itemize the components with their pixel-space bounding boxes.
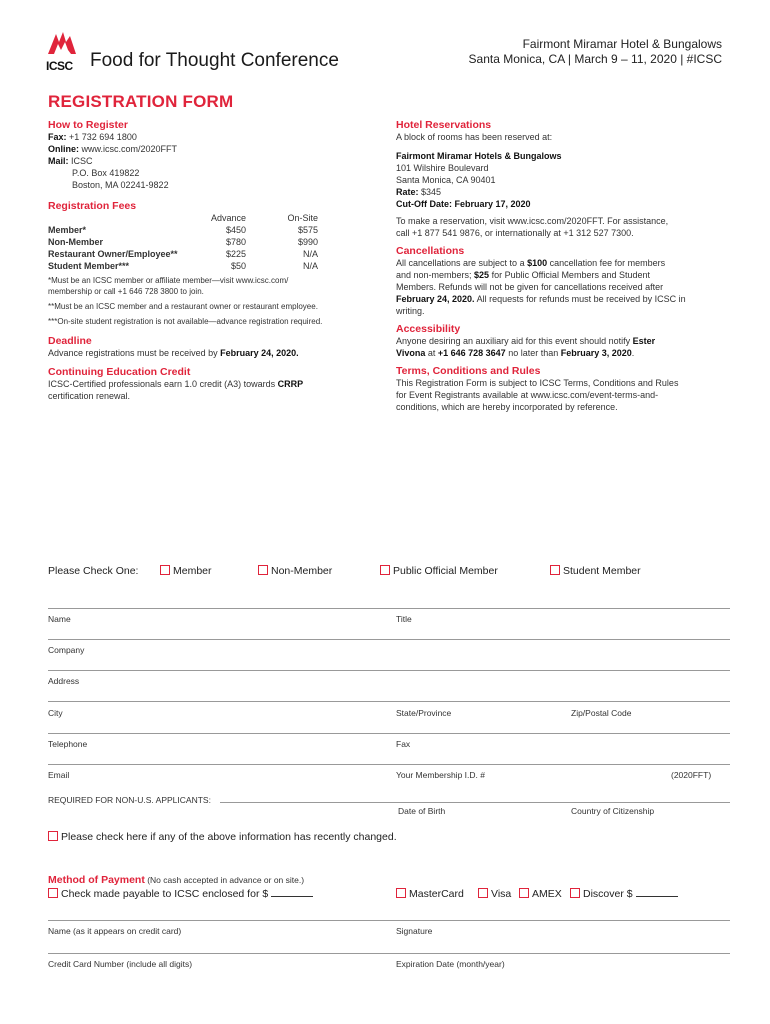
check-one-label: Please Check One: (48, 565, 139, 577)
amount-input[interactable] (271, 888, 313, 897)
card-visa[interactable]: Visa (478, 888, 511, 900)
citizenship-field[interactable]: Country of Citizenship (571, 806, 655, 816)
checkbox-student-member[interactable]: Student Member (550, 565, 641, 577)
left-column (48, 119, 378, 402)
divider (48, 701, 730, 702)
cc-name-field[interactable]: Name (as it appears on credit card) (48, 926, 182, 936)
title-field[interactable]: Title (396, 614, 412, 624)
checkbox-icon[interactable] (258, 565, 268, 575)
online-line: Online: www.icsc.com/2020FFT (48, 144, 178, 154)
table-row: Member* $450 $575 (48, 225, 318, 235)
email-field[interactable]: Email (48, 770, 70, 780)
divider (220, 802, 730, 803)
dob-field[interactable]: Date of Birth (398, 806, 446, 816)
fax-field[interactable]: Fax (396, 739, 411, 749)
divider (48, 608, 730, 609)
divider (48, 733, 730, 734)
accessibility-text: Anyone desiring an auxiliary aid for this event should notify Ester Vivona at +1 646 728 3647 no later than February 3, 2020. (396, 336, 656, 358)
hotel-cutoff: Cut-Off Date: February 17, 2020 (396, 199, 531, 209)
changed-checkbox[interactable]: Please check here if any of the above information has recently changed. (48, 831, 397, 843)
hotel-intro: A block of rooms has been reserved at: (396, 132, 553, 142)
table-row: Non-Member $780 $990 (48, 237, 318, 247)
venue-dates: Santa Monica, CA | March 9 – 11, 2020 | #ICSC (468, 52, 722, 66)
card-mastercard[interactable]: MasterCard (396, 888, 464, 900)
card-discover[interactable]: Discover $ (570, 888, 678, 900)
membership-id-field[interactable]: Your Membership I.D. # (396, 770, 485, 780)
divider (48, 639, 730, 640)
terms-heading: Terms, Conditions and Rules (396, 365, 541, 377)
checkbox-icon[interactable] (570, 888, 580, 898)
checkbox-public-official[interactable]: Public Official Member (380, 565, 498, 577)
cancellations-text: All cancellations are subject to a $100 cancellation fee for members and non-members; $25 for Public Official Members and Student Members. Refunds will not be given for cancellations received after February 24, 2020. All requests for refunds must be received by ICSC in writing. (396, 258, 686, 316)
state-field[interactable]: State/Province (396, 708, 452, 718)
cc-number-field[interactable]: Credit Card Number (include all digits) (48, 959, 193, 969)
icsc-logo (46, 30, 80, 73)
page-title: REGISTRATION FORM (48, 92, 234, 111)
ce-text: ICSC-Certified professionals earn 1.0 credit (A3) towards CRRP (48, 379, 304, 389)
col-advance: Advance (210, 213, 246, 223)
cancellations-heading: Cancellations (396, 245, 465, 257)
hotel-heading: Hotel Reservations (396, 119, 492, 131)
zip-field[interactable]: Zip/Postal Code (571, 708, 632, 718)
logo-text: ICSC (46, 59, 73, 73)
venue-name: Fairmont Miramar Hotel & Bungalows (522, 37, 722, 51)
fax-line: Fax: +1 732 694 1800 (48, 132, 137, 142)
col-onsite: On-Site (287, 213, 318, 223)
hotel-name: Fairmont Miramar Hotels & Bungalows (396, 151, 562, 161)
checkbox-icon[interactable] (519, 888, 529, 898)
checkbox-icon[interactable] (48, 888, 58, 898)
fee-note-2: **Must be an ICSC member and a restaurant owner or restaurant employee. (48, 302, 318, 311)
flame-icon (46, 30, 80, 56)
hotel-reserve-2: call +1 877 541 9876, or internationally at +1 312 527 7300. (396, 228, 634, 238)
fee-note-1: *Must be an ICSC member or affiliate member—visit www.icsc.com/ membership or call +1 646 728 3800 to join. (48, 276, 289, 296)
checkbox-icon[interactable] (478, 888, 488, 898)
divider (48, 953, 730, 954)
payment-heading: Method of Payment (No cash accepted in advance or on site.) (48, 874, 305, 886)
how-to-register-heading: How to Register (48, 119, 128, 131)
divider (48, 764, 730, 765)
checkbox-non-member[interactable]: Non-Member (258, 565, 332, 577)
checkbox-icon[interactable] (396, 888, 406, 898)
ce-heading: Continuing Education Credit (48, 366, 191, 378)
city-field[interactable]: City (48, 708, 63, 718)
checkbox-icon[interactable] (48, 831, 58, 841)
divider (48, 670, 730, 671)
table-row: Student Member*** $50 N/A (48, 261, 318, 271)
fee-note-3: ***On-site student registration is not available—advance registration required. (48, 317, 323, 326)
card-amex[interactable]: AMEX (519, 888, 562, 900)
hotel-reserve-1: To make a reservation, visit www.icsc.com/2020FFT. For assistance, (396, 216, 669, 226)
hotel-address-2: Santa Monica, CA 90401 (396, 175, 496, 185)
mail-line: Mail: ICSC (48, 156, 93, 166)
mail-line-2: P.O. Box 419822 (72, 168, 140, 178)
hotel-address-1: 101 Wilshire Boulevard (396, 163, 489, 173)
checkbox-icon[interactable] (380, 565, 390, 575)
fees-header-row (48, 212, 318, 224)
table-row: Restaurant Owner/Employee** $225 N/A (48, 249, 318, 259)
right-column (396, 119, 736, 413)
event-code: (2020FFT) (671, 770, 712, 780)
company-field[interactable]: Company (48, 645, 85, 655)
deadline-heading: Deadline (48, 335, 92, 347)
conference-title: Food for Thought Conference (90, 50, 339, 71)
fees-heading: Registration Fees (48, 200, 137, 212)
terms-text: This Registration Form is subject to ICSC Terms, Conditions and Rules for Event Registrants available at www.icsc.com/event-terms-and- conditions, which are hereby incorporated by reference. (396, 378, 679, 412)
venue-info (469, 37, 722, 67)
address-field[interactable]: Address (48, 676, 80, 686)
non-us-label: REQUIRED FOR NON-U.S. APPLICANTS: (48, 795, 211, 805)
discover-amount-input[interactable] (636, 888, 678, 897)
checkbox-icon[interactable] (550, 565, 560, 575)
hotel-rate: Rate: $345 (396, 187, 442, 197)
ce-text-2: certification renewal. (48, 391, 131, 401)
checkbox-member[interactable]: Member (160, 565, 212, 577)
expiration-field[interactable]: Expiration Date (month/year) (396, 959, 505, 969)
fees-table (48, 212, 318, 272)
divider (48, 920, 730, 921)
signature-field[interactable]: Signature (396, 926, 433, 936)
mail-line-3: Boston, MA 02241-9822 (72, 180, 169, 190)
checkbox-icon[interactable] (160, 565, 170, 575)
deadline-text: Advance registrations must be received by February 24, 2020. (48, 348, 299, 358)
name-field[interactable]: Name (48, 614, 71, 624)
check-payment-option[interactable]: Check made payable to ICSC enclosed for $ (48, 888, 313, 900)
accessibility-heading: Accessibility (396, 323, 461, 335)
telephone-field[interactable]: Telephone (48, 739, 88, 749)
